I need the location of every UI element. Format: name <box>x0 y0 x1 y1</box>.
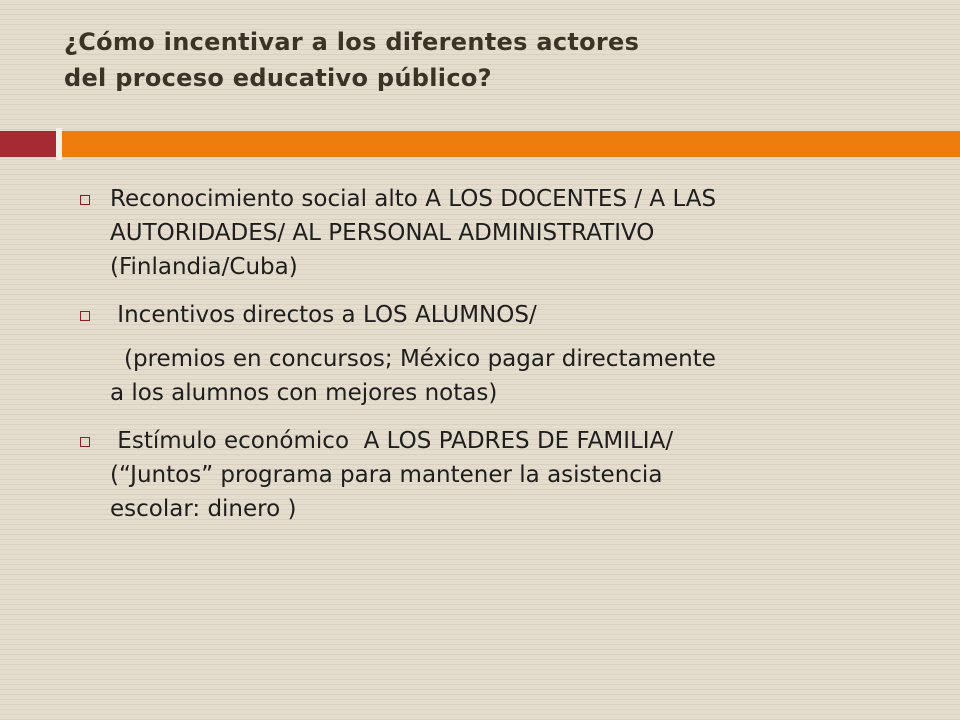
accent-bar-red <box>0 131 56 157</box>
slide-title-line-1: ¿Cómo incentivar a los diferentes actores <box>64 28 640 56</box>
bullet-text-line: (“Juntos” programa para mantener la asistencia <box>110 462 663 488</box>
sub-text-line: (premios en concursos; México pagar directamente <box>124 346 716 372</box>
square-bullet-icon <box>80 437 90 447</box>
slide-body <box>74 182 914 526</box>
bullet-text-line: AUTORIDADES/ AL PERSONAL ADMINISTRATIVO <box>110 220 655 246</box>
bullet-text-line: escolar: dinero ) <box>110 496 297 522</box>
sub-paragraph-student-incentives <box>74 342 914 410</box>
square-bullet-icon <box>80 195 90 205</box>
bullet-text-line: (Finlandia/Cuba) <box>110 254 298 280</box>
bullet-text-line: Estímulo económico A LOS PADRES DE FAMILIA/ <box>110 428 674 454</box>
square-bullet-icon <box>80 311 90 321</box>
bullet-text-line: Incentivos directos a LOS ALUMNOS/ <box>110 302 537 328</box>
bullet-item-recognition <box>74 182 914 284</box>
bullet-item-parent-stimulus <box>74 424 914 526</box>
slide-title <box>64 24 924 96</box>
bullet-text-line: Reconocimiento social alto A LOS DOCENTES / A LAS <box>110 186 717 212</box>
slide-title-line-2: del proceso educativo público? <box>64 64 492 92</box>
sub-text-line: a los alumnos con mejores notas) <box>110 380 498 406</box>
bullet-item-student-incentives <box>74 298 914 332</box>
accent-bar-orange <box>62 131 960 157</box>
